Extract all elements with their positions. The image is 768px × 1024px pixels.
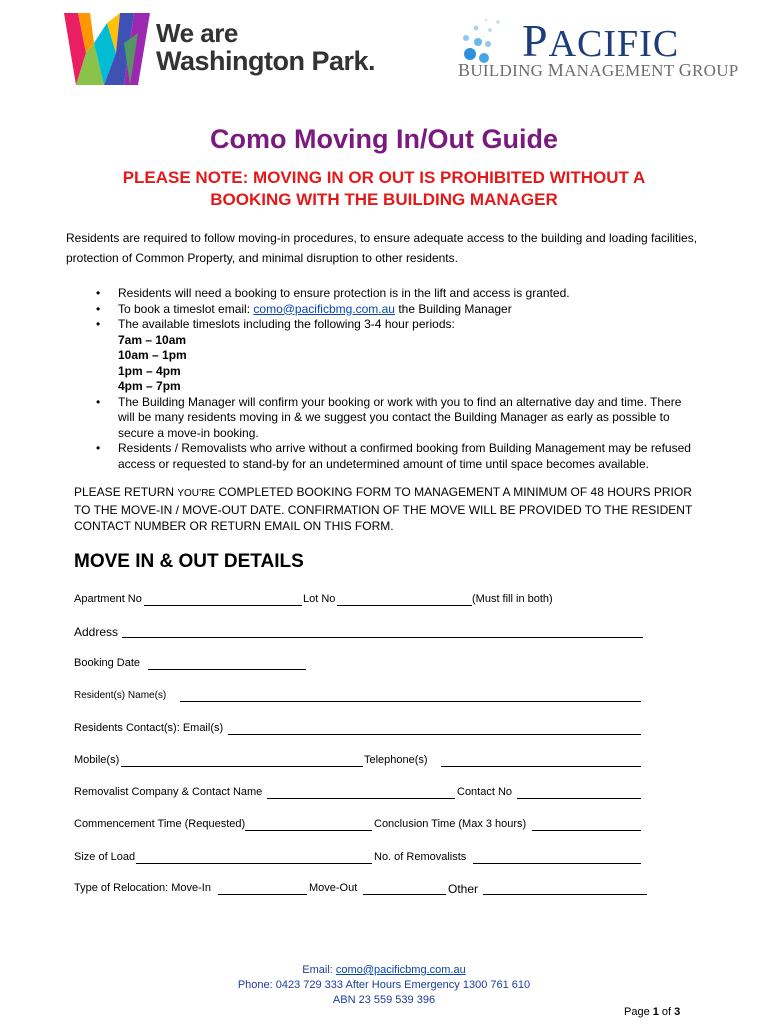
size-of-load-field[interactable] <box>136 863 372 864</box>
commencement-time-label: Commencement Time (Requested) <box>74 818 246 830</box>
footer <box>0 963 768 1008</box>
washington-logo-line1: We are <box>156 18 238 48</box>
list-item: • The available timeslots including the following 3-4 hour periods: 7am – 10am 10am – 1pm 1pm – 4pm 4pm – 7pm <box>96 317 696 395</box>
contact-no-label: Contact No <box>457 786 513 798</box>
telephone-label: Telephone(s) <box>364 754 428 766</box>
no-of-removalists-label: No. of Removalists <box>374 851 467 863</box>
other-field[interactable] <box>483 894 647 895</box>
booking-email-link[interactable]: como@pacificbmg.com.au <box>253 301 395 316</box>
no-of-removalists-field[interactable] <box>473 863 641 864</box>
booking-notice: PLEASE NOTE: MOVING IN OR OUT IS PROHIBITED WITHOUT A BOOKING WITH THE BUILDING MANAGER <box>122 168 646 209</box>
apartment-no-field[interactable] <box>144 605 302 606</box>
mobile-field[interactable] <box>121 766 363 767</box>
booking-date-label: Booking Date <box>74 657 141 669</box>
mobile-label: Mobile(s) <box>74 754 120 766</box>
timeslot: 1pm – 4pm <box>118 363 181 378</box>
conclusion-time-label: Conclusion Time (Max 3 hours) <box>374 818 527 830</box>
list-item: • To book a timeslot email: como@pacificbmg.com.au the Building Manager <box>96 301 512 316</box>
type-of-relocation-label: Type of Relocation: Move-In <box>74 882 211 894</box>
move-out-field[interactable] <box>363 894 446 895</box>
move-out-label: Move-Out <box>309 882 358 894</box>
footer-email-link[interactable]: como@pacificbmg.com.au <box>335 964 466 976</box>
list-item: • Residents / Removalists who arrive without a confirmed booking from Building Management may be refused access or requested to stand-by for an undetermined amount of time until space becomes available. <box>96 441 691 471</box>
removalist-company-field[interactable] <box>267 798 455 799</box>
section-title: MOVE IN & OUT DETAILS <box>74 551 304 572</box>
pacific-logo-subtitle: BUILDING MANAGEMENT GROUP <box>458 60 739 80</box>
washington-logo-line2: Washington Park. <box>156 46 376 76</box>
residents-contacts-label: Residents Contact(s): Email(s) <box>74 722 224 734</box>
booking-date-field[interactable] <box>148 669 306 670</box>
page-title: Como Moving In/Out Guide <box>210 124 558 154</box>
size-of-load-label: Size of Load <box>74 851 136 863</box>
address-label: Address <box>74 625 119 639</box>
contact-no-field[interactable] <box>517 798 641 799</box>
residents-names-label: Resident(s) Name(s) <box>74 690 167 701</box>
other-label: Other <box>448 882 479 896</box>
list-item: • The Building Manager will confirm your booking or work with you to find an alternative day and time. There will be many residents moving in & we suggest you contact the Building Manager as early as possible to secure a move-in booking. <box>96 394 682 440</box>
must-fill-label: (Must fill in both) <box>472 593 553 605</box>
residents-names-field[interactable] <box>180 701 641 702</box>
telephone-field[interactable] <box>441 766 641 767</box>
commencement-time-field[interactable] <box>245 830 372 831</box>
apartment-no-label: Apartment No <box>74 593 142 605</box>
move-in-field[interactable] <box>218 894 307 895</box>
pacific-logo-title: PACIFIC <box>522 15 680 66</box>
washington-park-logo-icon <box>64 13 150 85</box>
return-form-notice: PLEASE RETURN YOU’RE COMPLETED BOOKING FORM TO MANAGEMENT A MINIMUM OF 48 HOURS PRIOR TO THE MOVE-IN / MOVE-OUT DATE. CONFIRMATION OF THE MOVE WILL BE PROVIDED TO THE RESIDENT CONTACT NUMBER OR RETURN EMAIL ON THIS FORM. <box>74 485 693 533</box>
list-item: • Residents will need a booking to ensure protection is in the lift and access is granted. <box>96 286 570 300</box>
lot-no-label: Lot No <box>303 593 336 605</box>
footer-email: Email: como@pacificbmg.com.au <box>302 964 466 976</box>
footer-phone: Phone: 0423 729 333 After Hours Emergency 1300 761 610 <box>237 979 531 991</box>
residents-email-field[interactable] <box>228 734 641 735</box>
address-field[interactable] <box>122 637 643 638</box>
timeslot: 10am – 1pm <box>118 348 187 362</box>
timeslot: 7am – 10am <box>118 332 187 347</box>
timeslot: 4pm – 7pm <box>118 379 181 393</box>
page-number: Page 1 of 3 <box>624 1006 681 1018</box>
intro-paragraph: Residents are required to follow moving-in procedures, to ensure adequate access to the building and loading facilities, protection of Common Property, and minimal disruption to other residents. <box>66 231 698 265</box>
lot-no-field[interactable] <box>337 605 472 606</box>
guide-bullet-list <box>96 286 696 472</box>
footer-abn: ABN 23 559 539 396 <box>332 994 436 1006</box>
removalist-company-label: Removalist Company & Contact Name <box>74 786 263 798</box>
conclusion-time-field[interactable] <box>532 830 641 831</box>
